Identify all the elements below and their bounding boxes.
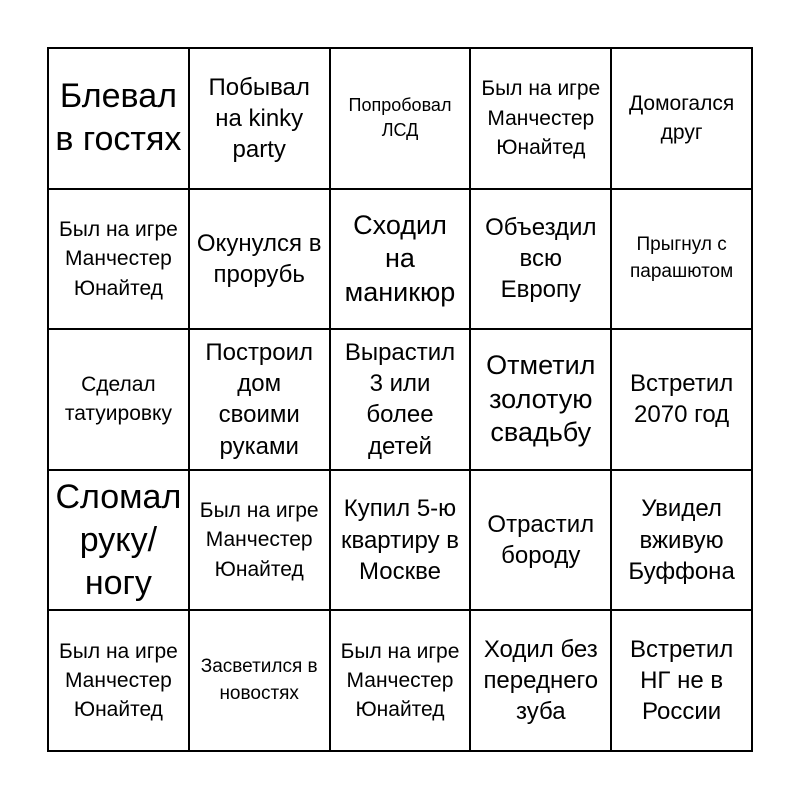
bingo-board [47,47,753,752]
bingo-cell[interactable]: Окунулся в прорубь [190,190,331,331]
bingo-cell[interactable]: Был на игре Манчестер Юнайтед [49,190,190,331]
bingo-cell[interactable]: Сходил на маникюр [331,190,472,331]
bingo-cell[interactable]: Прыгнул с парашютом [612,190,753,331]
bingo-cell[interactable]: Вырастил 3 или более детей [331,330,472,471]
bingo-cell[interactable]: Увидел вживую Буффона [612,471,753,612]
bingo-cell[interactable]: Был на игре Манчестер Юнайтед [471,49,612,190]
bingo-cell[interactable]: Сделал татуировку [49,330,190,471]
bingo-cell[interactable]: Засветился в новостях [190,611,331,752]
bingo-cell[interactable]: Отрастил бороду [471,471,612,612]
bingo-cell[interactable]: Встретил 2070 год [612,330,753,471]
bingo-cell[interactable]: Сломал руку/ ногу [49,471,190,612]
bingo-cell[interactable]: Отметил золотую свадьбу [471,330,612,471]
bingo-cell[interactable]: Купил 5-ю квартиру в Москве [331,471,472,612]
bingo-cell[interactable]: Был на игре Манчестер Юнайтед [49,611,190,752]
bingo-cell[interactable]: Построил дом своими руками [190,330,331,471]
bingo-cell[interactable]: Был на игре Манчестер Юнайтед [190,471,331,612]
bingo-cell[interactable]: Был на игре Манчестер Юнайтед [331,611,472,752]
bingo-cell[interactable]: Попробовал ЛСД [331,49,472,190]
bingo-cell[interactable]: Объездил всю Европу [471,190,612,331]
bingo-cell[interactable]: Домогался друг [612,49,753,190]
bingo-cell[interactable]: Ходил без переднего зуба [471,611,612,752]
bingo-cell[interactable]: Побывал на kinky party [190,49,331,190]
bingo-cell[interactable]: Встретил НГ не в России [612,611,753,752]
bingo-cell[interactable]: Блевал в гостях [49,49,190,190]
